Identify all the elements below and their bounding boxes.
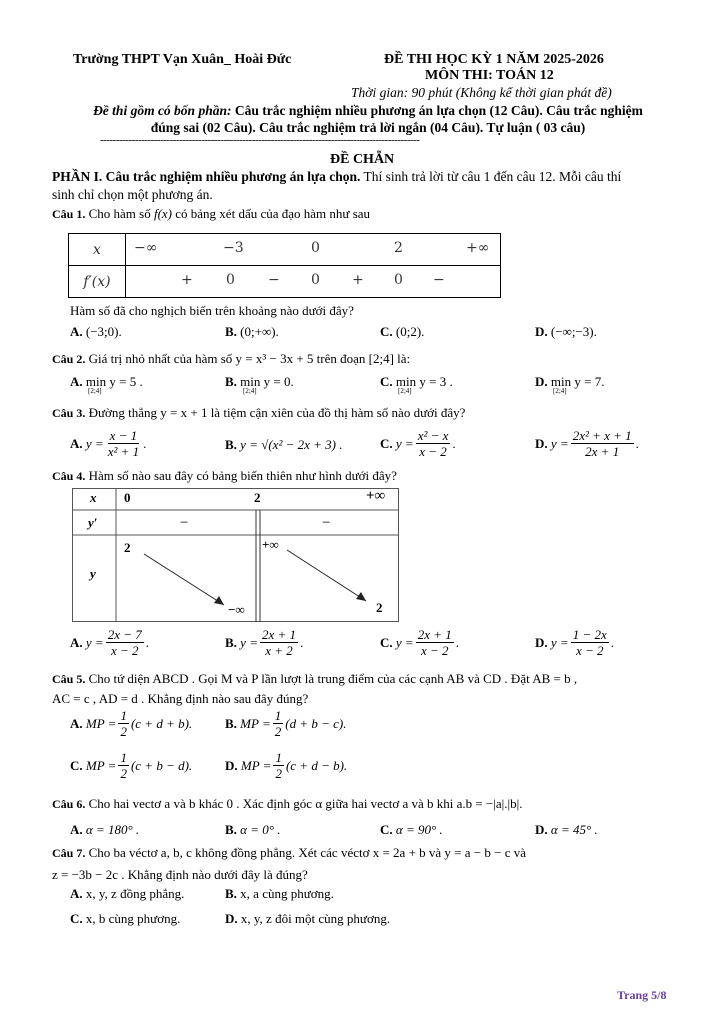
bbt-yprime-label: y′ [88,515,98,530]
question-6 [52,796,522,812]
question-label: Câu 4. [52,469,86,483]
question-1 [52,206,370,222]
question-text: có bảng xét dấu của đạo hàm như sau [175,206,371,221]
structure-line2: đúng sai (02 Câu). Câu trắc nghiệm trả lời ngắn (04 Câu). Tự luận ( 03 câu) [150,120,586,135]
option-d[interactable]: D. min y = 7. [2;4] [535,374,605,395]
school-name: Trường THPT Vạn Xuân_ Hoài Đức [73,52,292,67]
exam-structure [58,102,678,136]
variation-table [72,488,399,622]
option-b[interactable]: B. α = 0° . [225,822,281,837]
option-b[interactable]: B. (0;+∞). [225,324,279,339]
option-d[interactable]: D. α = 45° . [535,822,598,837]
question-text: Giá trị nhỏ nhất của hàm số y = x³ − 3x + 5 trên đoạn [2;4] là: [88,351,411,366]
bbt-y-label: y [90,566,96,581]
question-1-prompt: Hàm số đã cho nghịch biến trên khoảng nào dưới đây? [70,303,354,318]
option-c[interactable]: C. (0;2). [380,324,425,339]
question-text: Hàm số nào sau đây có bảng biến thiên như hình dưới đây? [88,468,397,483]
option-b[interactable]: B. min y = 0. [2;4] [225,374,294,395]
sign: + [181,272,193,288]
bbt-y-value: +∞ [262,537,279,552]
option-c[interactable]: C. y = $\frac{\text{x² − x}}{x - 2}$ . [380,428,456,459]
option-d[interactable]: D. y = $\frac{\text{2x² + x + 1}}{2x + 1}$ . [535,428,639,459]
part1-title: PHẦN I. Câu trắc nghiệm nhiều phương án lựa chọn. [52,169,361,184]
x-value: −∞ [134,240,158,256]
bbt-x-value: +∞ [366,488,386,504]
x-value: −3 [223,240,244,256]
option-c[interactable]: C. x, b cùng phương. [70,911,181,926]
structure-lead: Đề thi gồm có bốn phần: [93,103,232,118]
option-b[interactable]: B. y = √(x² − 2x + 3) . [225,437,343,452]
option-a[interactable]: A. y = $\frac{x - 1}{\text{x² + 1}}$ . [70,428,147,459]
sign: 0 [226,272,235,288]
question-3 [52,405,465,421]
option-c[interactable]: C. min y = 3 . [2;4] [380,374,453,395]
part1-instruction-1: Thí sinh trả lời từ câu 1 đến câu 12. Mỗi câu thí [360,169,622,184]
structure-line1: Câu trắc nghiệm nhiều phương án lựa chọn (12 Câu). Câu trắc nghiệm [231,103,643,118]
question-text: Đường thẳng y = x + 1 là tiệm cận xiên của đồ thị hàm số nào dưới đây? [88,405,466,420]
question-2 [52,351,410,367]
option-a[interactable]: A. MP = $\frac{1}{2}$ (c + d + b). [70,708,193,739]
part1-heading [52,168,677,204]
bbt-y-value: 2 [376,600,383,615]
question-text: Cho tứ diện ABCD . Gọi M và P lần lượt là trung điểm của các cạnh AB và CD . Đặt AB = b , [88,671,578,686]
question-label: Câu 3. [52,406,86,420]
option-a[interactable]: A. min y = 5 . [2;4] [70,374,143,395]
option-b[interactable]: B. y = $\frac{2x + 1}{x + 2}$ . [225,627,304,658]
sign-table [68,233,501,298]
option-d[interactable]: D. y = $\frac{1 - 2x}{x - 2}$ . [535,627,614,658]
question-7 [52,842,526,885]
option-c[interactable]: C. α = 90° . [380,822,443,837]
option-a[interactable]: A. α = 180° . [70,822,140,837]
question-label: Câu 2. [52,352,86,366]
header-divider: ----------------------------------------------------------------------------------------------------- [100,134,420,146]
bbt-x-value: 0 [124,490,131,505]
bbt-y-value: −∞ [228,602,245,617]
option-b[interactable]: B. MP = $\frac{1}{2}$ (d + b − c). [225,708,347,739]
question-text: Cho ba véctơ a, b, c không đồng phẳng. Xét các véctơ x = 2a + b và y = a − b − c và [88,845,526,860]
option-a[interactable]: A. (−3;0). [70,324,122,339]
question-label: Câu 6. [52,797,86,811]
option-a[interactable]: A. x, y, z đồng phẳng. [70,886,185,901]
option-a[interactable]: A. y = $\frac{2x - 7}{x - 2}$ . [70,627,149,658]
question-4 [52,468,397,484]
bbt-y-value: 2 [124,540,131,555]
question-text: AC = c , AD = d . Khẳng định nào sau đây đúng? [52,691,309,706]
exam-subject: MÔN THI: TOÁN 12 [425,68,554,83]
option-c[interactable]: C. MP = $\frac{1}{2}$ (c + b − d). [70,750,193,781]
option-d[interactable]: D. x, y, z đôi một cùng phương. [225,911,391,926]
sign: − [268,272,280,288]
bbt-x-value: 2 [254,490,261,505]
sign: − [433,272,445,288]
question-label: Câu 7. [52,846,86,860]
question-5 [52,669,577,709]
sign-table-x-label: x [69,234,126,266]
sign: + [352,272,364,288]
x-value: 2 [394,240,403,256]
page-number: Trang 5/8 [617,988,667,1002]
exam-title: ĐỀ THI HỌC KỲ 1 NĂM 2025-2026 [384,52,604,67]
question-text: z = −3b − 2c . Khẳng định nào dưới đây là đúng? [52,867,308,882]
question-text: Cho hàm số [88,206,151,221]
exam-time: Thời gian: 90 phút (Không kể thời gian phát đề) [351,85,612,100]
part1-instruction-2: sinh chỉ chọn một phương án. [52,187,213,202]
bbt-sign: − [180,515,189,531]
sign: 0 [394,272,403,288]
sign-table-x-row [126,234,501,266]
sign-table-sign-row [126,266,501,298]
option-d[interactable]: D. MP = $\frac{1}{2}$ (c + d − b). [225,750,348,781]
option-d[interactable]: D. (−∞;−3). [535,324,597,339]
bbt-x-label: x [90,490,97,505]
x-value: 0 [311,240,320,256]
question-label: Câu 1. [52,207,86,221]
question-text: Cho hai vectơ a và b khác 0 . Xác định góc α giữa hai vectơ a và b khi a.b = −|a|.|b|. [88,796,523,811]
sign-table-fprime-label: f′(x) [69,266,126,298]
option-c[interactable]: C. y = $\frac{2x + 1}{x - 2}$ . [380,627,459,658]
sign: 0 [311,272,320,288]
x-value: +∞ [466,240,490,256]
question-label: Câu 5. [52,672,86,686]
option-b[interactable]: B. x, a cùng phương. [225,886,334,901]
exam-variant: ĐỀ CHẴN [330,152,395,167]
bbt-sign: − [322,515,331,531]
function-name: f(x) [153,206,173,221]
